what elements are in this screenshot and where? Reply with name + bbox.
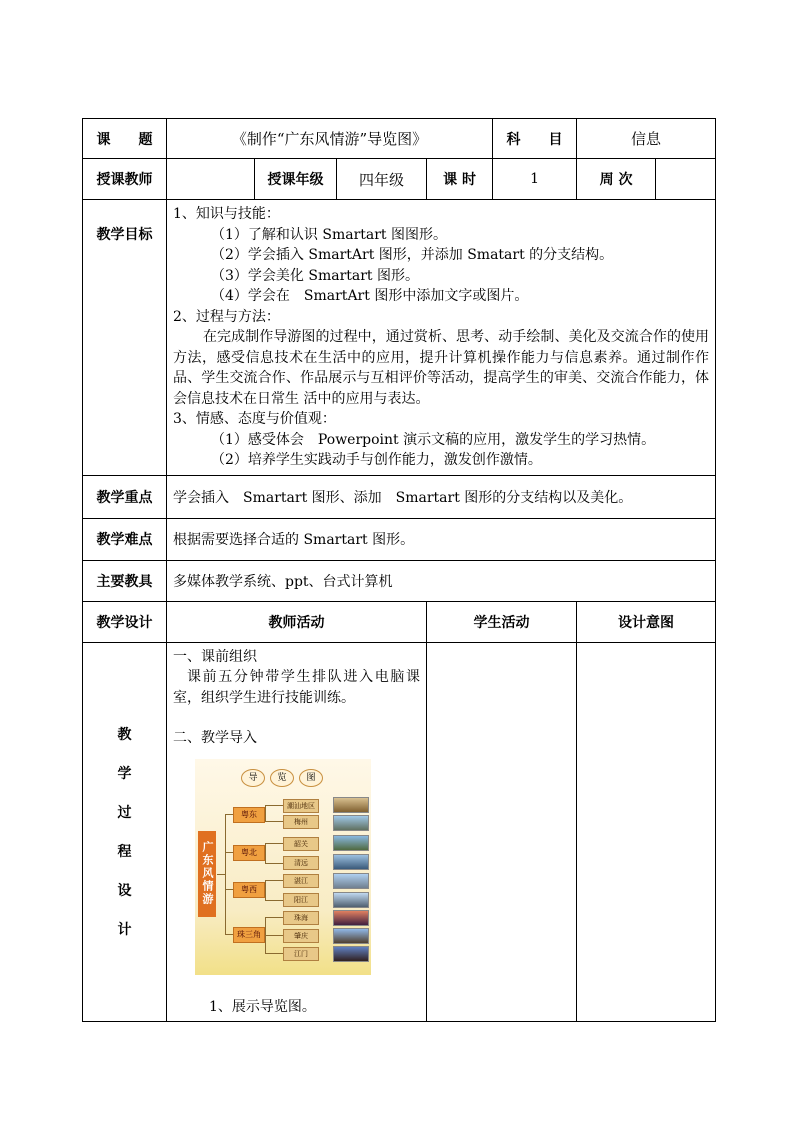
process-line: 二、教学导入 bbox=[173, 730, 257, 746]
goals-line: 1、知识与技能： bbox=[173, 206, 280, 222]
goals-line: （4）学会在 SmartArt 图形中添加文字或图片。 bbox=[211, 288, 529, 304]
photo-thumbnail bbox=[333, 835, 369, 851]
period-value: 1 bbox=[493, 159, 577, 200]
design-intent-cell bbox=[577, 642, 716, 1022]
guide-map-image: 导 览 图 广东风情游 粤东 粤北 粤西 珠三角 潮汕地区 梅州 韶关 清远 湛江 阳江 珠海 肇庆 江门 bbox=[195, 759, 371, 975]
photo-thumbnail bbox=[333, 873, 369, 889]
photo-thumbnail bbox=[333, 928, 369, 944]
tools-value: 多媒体教学系统、ppt、台式计算机 bbox=[167, 560, 716, 601]
goals-line: （2）学会插入 SmartArt 图形，并添加 Smatart 的分支结构。 bbox=[211, 247, 614, 263]
student-activity-header: 学生活动 bbox=[427, 601, 577, 642]
design-intent-header: 设计意图 bbox=[577, 601, 716, 642]
tools-label: 主要教具 bbox=[83, 560, 167, 601]
photo-thumbnail bbox=[333, 854, 369, 870]
goals-line: （2）培养学生实践动手与创作能力，激发创作激情。 bbox=[211, 452, 542, 468]
process-line: 1、展示导览图。 bbox=[209, 998, 316, 1015]
period-label: 课 时 bbox=[427, 159, 493, 200]
difficulty-value: 根据需要选择合适的 Smartart 图形。 bbox=[167, 518, 716, 560]
week-label: 周 次 bbox=[577, 159, 656, 200]
photo-thumbnail bbox=[333, 910, 369, 926]
topic-value: 《制作“广东风情游”导览图》 bbox=[167, 119, 493, 159]
subject-label: 科 目 bbox=[493, 119, 577, 159]
teacher-label: 授课教师 bbox=[83, 159, 167, 200]
guide-side-title: 广东风情游 bbox=[198, 831, 216, 917]
teacher-activity-header: 教师活动 bbox=[167, 601, 427, 642]
goals-line: （1）了解和认识 Smartart 图图形。 bbox=[211, 226, 448, 243]
goals-content bbox=[167, 200, 716, 476]
topic-label: 课 题 bbox=[83, 119, 167, 159]
teacher-value bbox=[167, 159, 255, 200]
photo-thumbnail bbox=[333, 797, 369, 813]
goals-line: （3）学会美化 Smartart 图形。 bbox=[211, 267, 420, 284]
goals-paragraph: 在完成制作导游图的过程中，通过赏析、思考、动手绘制、美化及交流合作的使用方法，感受信息技术在生活中的应用，提升计算机操作能力与信息素养。通过制作作品、学生交流合作、作品展示与互相评价等活动，提高学生的审美、交流合作能力，体会信息技术在日常生 活中的应用与表达。 bbox=[173, 329, 710, 407]
grade-label: 授课年级 bbox=[255, 159, 337, 200]
key-point-value: 学会插入 Smartart 图形、添加 Smartart 图形的分支结构以及美化。 bbox=[167, 475, 716, 518]
difficulty-label: 教学难点 bbox=[83, 518, 167, 560]
goals-line: （1）感受体会 Powerpoint 演示文稿的应用，激发学生的学习热情。 bbox=[211, 431, 656, 448]
grade-value: 四年级 bbox=[337, 159, 427, 200]
week-value bbox=[656, 159, 716, 200]
goals-label: 教学目标 bbox=[83, 200, 167, 476]
student-activity-cell bbox=[427, 642, 577, 1022]
process-line: 一、课前组织 bbox=[173, 648, 257, 665]
photo-thumbnail bbox=[333, 892, 369, 908]
key-point-label: 教学重点 bbox=[83, 475, 167, 518]
process-label: 教 学 过 程 设 计 bbox=[83, 642, 167, 1022]
design-label: 教学设计 bbox=[83, 601, 167, 642]
lesson-plan-table bbox=[82, 118, 716, 1022]
process-line: 课前五分钟带学生排队进入电脑课室，组织学生进行技能训练。 bbox=[173, 669, 420, 706]
photo-thumbnail bbox=[333, 815, 369, 831]
teacher-activity-cell bbox=[167, 642, 427, 1022]
goals-line: 2、过程与方法： bbox=[173, 308, 280, 325]
photo-thumbnail bbox=[333, 946, 369, 962]
goals-line: 3、情感、态度与价值观： bbox=[173, 411, 336, 427]
subject-value: 信息 bbox=[577, 119, 716, 159]
